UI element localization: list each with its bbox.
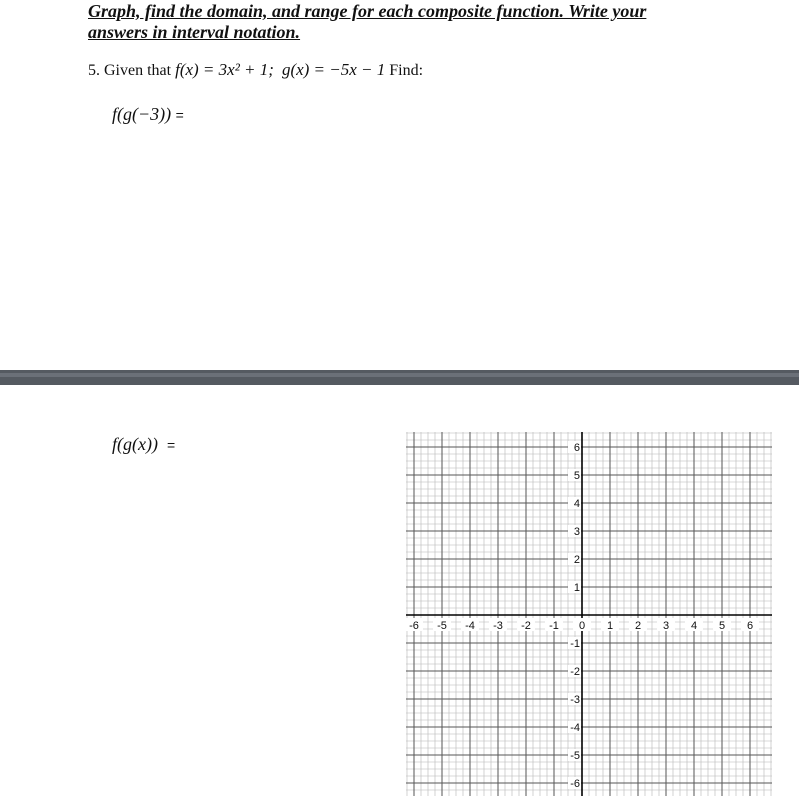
x-tick-label: -6 [409,620,419,632]
question-2-equals: = [166,437,176,453]
question-2-expression: f(g(x)) [112,434,158,454]
page-divider [0,370,799,385]
x-tick-label: -5 [437,620,447,632]
x-tick-label: 4 [690,620,698,632]
x-tick-label: 1 [606,620,614,632]
x-tick-label: -2 [521,620,531,632]
x-tick-label: 3 [662,620,670,632]
question-f-of-g-x [112,434,175,455]
y-tick-label: -1 [570,638,580,650]
problem-find: Find: [389,62,424,79]
coordinate-grid [406,432,772,796]
heading-line-2: answers in interval notation. [88,22,301,42]
f-definition: f(x) = 3x² + 1; [175,60,274,79]
x-tick-label: 5 [718,620,726,632]
x-tick-label: -4 [465,620,475,632]
heading-line-1: Graph, find the domain, and range for each composite function. Write your [88,1,647,21]
y-tick-label: -2 [570,666,580,678]
problem-number: 5. Given that [88,62,172,79]
y-tick-label: -5 [570,750,580,762]
y-tick-label: 3 [573,526,580,538]
y-tick-label: -4 [570,722,580,734]
x-tick-label: 0 [578,620,586,632]
y-tick-label: 1 [573,582,580,594]
x-tick-label: 6 [746,620,754,632]
y-tick-label: 4 [573,498,580,510]
y-tick-label: -3 [570,694,580,706]
assignment-heading [88,1,728,43]
x-tick-label: -3 [493,620,503,632]
y-tick-label: 5 [573,470,580,482]
question-1-equals: = [175,107,184,123]
g-definition: g(x) = −5x − 1 [281,60,386,79]
question-1-expression: f(g(−3)) [112,104,172,124]
question-f-of-g-neg3 [112,104,184,125]
y-tick-label: 2 [573,554,580,566]
y-tick-label: -6 [570,778,580,790]
y-tick-label: 6 [573,442,580,454]
problem-statement [88,60,423,80]
x-tick-label: 2 [634,620,642,632]
x-tick-label: -1 [549,620,559,632]
